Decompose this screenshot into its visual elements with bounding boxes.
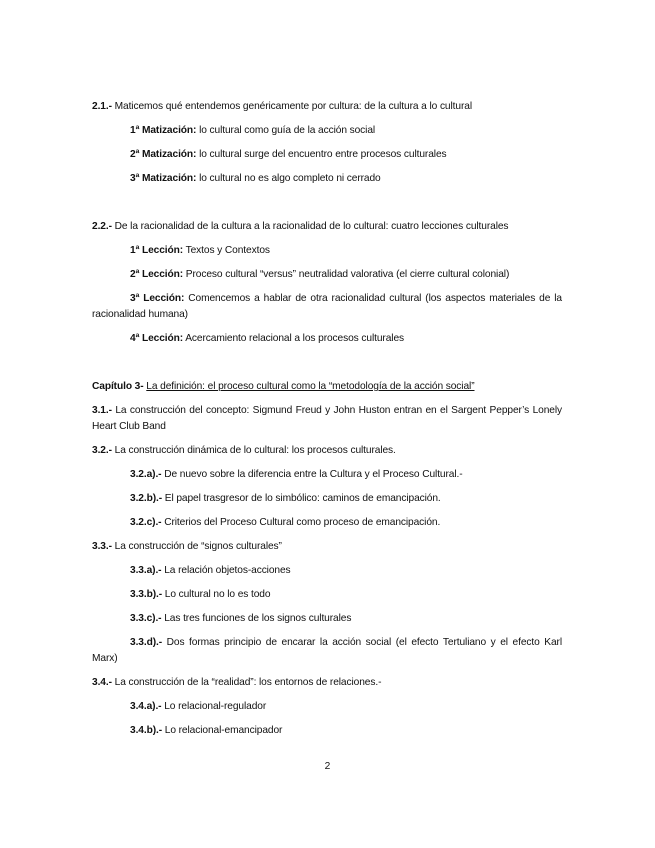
section-3-2-heading xyxy=(92,443,396,459)
item-text: Comencemos a hablar de otra racionalidad cultural (los aspectos materiales de la racionalidad humana) xyxy=(92,293,562,320)
item-text: Las tres funciones de los signos culturales xyxy=(164,613,352,624)
item-label: 3ª Lección: xyxy=(130,293,185,304)
section-title: La construcción del concepto: Sigmund Freud y John Huston entran en el Sargent Pepper’s Lonely Heart Club Band xyxy=(92,405,562,432)
list-item xyxy=(92,291,562,323)
list-item xyxy=(130,123,375,139)
item-text: Criterios del Proceso Cultural como proceso de emancipación. xyxy=(164,517,441,528)
list-item xyxy=(130,699,266,715)
chapter-3-heading xyxy=(92,379,475,395)
list-item xyxy=(130,611,351,627)
list-item xyxy=(130,331,404,347)
list-item xyxy=(92,635,562,667)
item-text: Dos formas principio de encarar la acción social (el efecto Tertuliano y el efecto Karl Marx) xyxy=(92,637,562,664)
list-item xyxy=(130,587,270,603)
item-label: 4ª Lección: xyxy=(130,333,184,344)
item-text: La relación objetos-acciones xyxy=(164,565,291,576)
list-item xyxy=(130,171,381,187)
list-item xyxy=(130,467,463,483)
item-text: Lo relacional-emancipador xyxy=(164,725,283,736)
section-number: 3.3.- xyxy=(92,541,112,552)
list-item xyxy=(130,147,447,163)
section-title: La construcción de la “realidad”: los entornos de relaciones.- xyxy=(114,677,382,688)
list-item xyxy=(130,563,291,579)
section-3-4-heading xyxy=(92,675,381,691)
item-text: lo cultural surge del encuentro entre procesos culturales xyxy=(199,149,447,160)
item-label: 3.2.c).- xyxy=(130,517,162,528)
item-label: 3.3.a).- xyxy=(130,565,162,576)
item-text: lo cultural no es algo completo ni cerrado xyxy=(199,173,381,184)
item-label: 3.3.b).- xyxy=(130,589,163,600)
section-number: 2.1.- xyxy=(92,101,112,112)
section-title: La construcción de “signos culturales” xyxy=(114,541,282,552)
item-label: 1ª Matización: xyxy=(130,125,197,136)
chapter-prefix: Capítulo 3- xyxy=(92,381,144,392)
item-label: 1ª Lección: xyxy=(130,245,184,256)
section-number: 3.2.- xyxy=(92,445,112,456)
item-label: 3.3.c).- xyxy=(130,613,162,624)
section-number: 3.1.- xyxy=(92,405,112,416)
item-label: 3.4.a).- xyxy=(130,701,162,712)
chapter-title: La definición: el proceso cultural como la “metodología de la acción social” xyxy=(146,381,475,392)
item-label: 3.2.a).- xyxy=(130,469,162,480)
list-item xyxy=(130,243,270,259)
item-text: lo cultural como guía de la acción social xyxy=(199,125,376,136)
item-label: 2ª Lección: xyxy=(130,269,184,280)
list-item xyxy=(130,515,440,531)
section-2-2-heading xyxy=(92,219,508,235)
item-text: Proceso cultural “versus” neutralidad valorativa (el cierre cultural colonial) xyxy=(185,269,510,280)
item-label: 3.4.b).- xyxy=(130,725,163,736)
item-label: 3.2.b).- xyxy=(130,493,163,504)
item-text: De nuevo sobre la diferencia entre la Cultura y el Proceso Cultural.- xyxy=(164,469,463,480)
section-number: 2.2.- xyxy=(92,221,112,232)
item-label: 2ª Matización: xyxy=(130,149,197,160)
item-label: 3.3.d).- xyxy=(130,637,163,648)
item-label: 3ª Matización: xyxy=(130,173,197,184)
item-text: Acercamiento relacional a los procesos culturales xyxy=(185,333,405,344)
list-item xyxy=(130,267,509,283)
page-number: 2 xyxy=(324,761,331,772)
section-title: De la racionalidad de la cultura a la racionalidad de lo cultural: cuatro lecciones culturales xyxy=(114,221,509,232)
section-3-1-heading xyxy=(92,403,562,435)
item-text: Lo cultural no lo es todo xyxy=(164,589,271,600)
section-number: 3.4.- xyxy=(92,677,112,688)
item-text: Textos y Contextos xyxy=(185,245,270,256)
item-text: Lo relacional-regulador xyxy=(164,701,267,712)
list-item xyxy=(130,723,282,739)
section-title: La construcción dinámica de lo cultural: los procesos culturales. xyxy=(114,445,396,456)
list-item xyxy=(130,491,441,507)
section-2-1-heading xyxy=(92,99,472,115)
item-text: El papel trasgresor de lo simbólico: caminos de emancipación. xyxy=(164,493,441,504)
section-3-3-heading xyxy=(92,539,282,555)
section-title: Maticemos qué entendemos genéricamente por cultura: de la cultura a lo cultural xyxy=(114,101,472,112)
